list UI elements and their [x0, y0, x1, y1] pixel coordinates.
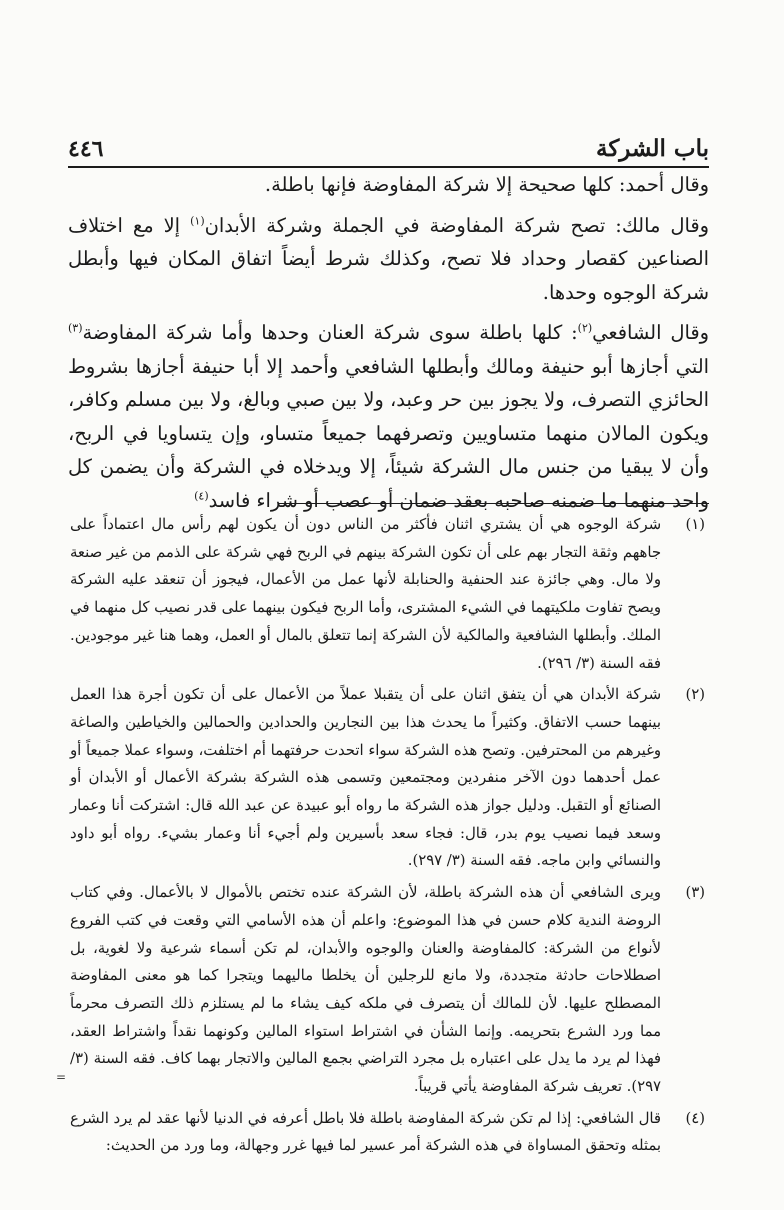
footnote-text: ويرى الشافعي أن هذه الشركة باطلة، لأن الشركة عنده تختص بالأموال لا بالأعمال. وفي كتاب الروضة الندية كلام حسن في هذا الموضوع: واعلم أن هذه الأسامي التي وقعت في كتب الفروع لأنواع من الشركة: كالمفاوضة والعنان والوجوه والأبدان، لم تكن أسماء شرعية ولا لغوية، بل اصطلاحات حادثة متجددة، ولا مانع للرجلين أن يخلطا ماليهما ويتجرا كما هو معنى المفاوضة المصطلح عليها. لأن للمالك أن يتصرف في ملكه كيف يشاء ما لم يستلزم ذلك التصرف محرماً مما ورد الشرع بتحريمه. وإنما الشأن في اشتراط استواء المالين وكونهما نقداً واشتراط العقد، فهذا لم يرد ما يدل على اعتباره بل مجرد التراضي بجمع المالين والاتجار بهما كاف. فقه السنة (٣/ ٢٩٧). تعريف شركة المفاوضة يأتي قريباً.	[70, 884, 661, 1096]
footnote-number: (١)	[685, 516, 705, 533]
footnote-ref-2[interactable]: (٢)	[577, 321, 593, 335]
footnote-number: (٣)	[685, 884, 705, 902]
footnote-3	[70, 879, 709, 1101]
paragraph-2	[68, 209, 709, 310]
footnote-number: (٤)	[685, 1109, 705, 1127]
page-header	[68, 128, 709, 168]
paragraph-1-text: وقال أحمد: كلها صحيحة إلا شركة المفاوضة فإنها باطلة.	[264, 173, 709, 196]
footnote-ref-1[interactable]: (١)	[190, 214, 205, 228]
running-head: باب الشركة	[596, 135, 709, 162]
paragraph-2-text-a: وقال مالك: تصح شركة المفاوضة في الجملة وشركة الأبدان	[204, 213, 710, 237]
footnotes	[70, 511, 709, 1160]
main-text	[68, 168, 709, 517]
paragraph-3-text-a: وقال الشافعي	[592, 321, 709, 344]
paragraph-3	[68, 316, 709, 517]
page-number: ٤٤٦	[68, 136, 104, 162]
paragraph-3-text-c: التي أجازها أبو حنيفة ومالك وأبطلها الشافعي وأحمد إلا أبا حنيفة أجازها بشروط الحائزي التصرف، ولا يجوز بين حر وعبد، ولا بين صبي وبالغ، ولا بين مسلم وكافر، ويكون المالان منهما متساويين وتصرفهما جميعاً متساو، وإن يتساويا في الربح، وأن لا يبقيا من جنس مال الشركة شيئاً، إلا ويدخلاه في الشركة وأن يضمن كل واحد منهما ما ضمنه صاحبه بعقد ضمان أو عصب أو شراء فاسد	[68, 354, 709, 512]
continuation-mark: =	[56, 1070, 67, 1084]
paragraph-2-text-b: إلا مع اختلاف الصناعين كقصار وحداد فلا تصح، وكذلك شرط أيضاً اتفاق المكان فيها وأبطل شركة الوجوه وحدها.	[68, 213, 709, 304]
footnote-text: شركة الوجوه هي أن يشتري اثنان فأكثر من الناس دون أن يكون لهم رأس مال اعتماداً على جاههم وثقة التجار بهم على أن تكون الشركة بينهم في الربح فهي شركة على الذمم من غير صنعة ولا مال. وهي جائزة عند الحنفية والحنابلة لأنها عمل من الأعمال، فيجوز أن تنعقد عليه الشركة ويصح تفاوت ملكيتهما في الشيء المشترى، وأما الربح فيكون بينهما على قدر نصيب كل منهما في الملك. وأبطلها الشافعية والمالكية لأن الشركة إنما تتعلق بالمال أو العمل، وهما هنا غير موجودين. فقه السنة (٣/ ٢٩٦).	[70, 516, 661, 672]
footnote-2	[70, 681, 709, 875]
footnote-number: (٢)	[685, 686, 705, 704]
footnote-text: قال الشافعي: إذا لم تكن شركة المفاوضة باطلة فلا باطل أعرفه في الدنيا لأنها عقد لم يرد الشرع بمثله وتحقق المساواة في هذه الشركة أمر عسير لما فيها غرر وجهالة، وما ورد من الحديث:	[70, 1109, 661, 1155]
footnote-text: شركة الأبدان هي أن يتفق اثنان على أن يتقبلا عملاً من الأعمال على أن تكون أجرة هذا العمل بينهما حسب الاتفاق. وكثيراً ما يحدث هذا بين النجارين والحدادين والحمالين والخياطين والصاغة وغيرهم من المحترفين. وتصح هذه الشركة سواء اتحدت حرفتهما أم اختلفت، وسواء عملا جميعاً أو عمل أحدهما دون الآخر منفردين ومجتمعين وتسمى هذه الشركة بشركة الأعمال أو الأبدان أو الصنائع أو التقبل. ودليل جواز هذه الشركة ما رواه أبو عبيدة عن عبد الله قال: اشتركت أنا وعمار وسعد فيما نصيب يوم بدر، قال: فجاء سعد بأسيرين ولم أجيء أنا وعمار بشيء. رواه أبو داود والنسائي وابن ماجه. فقه السنة (٣/ ٢٩٧).	[70, 686, 661, 870]
footnote-ref-4[interactable]: (٤)	[194, 489, 209, 503]
footnote-divider	[279, 503, 709, 504]
footnote-1	[70, 511, 709, 677]
paragraph-3-text-b: : كلها باطلة سوى شركة العنان وحدها وأما شركة المفاوضة	[82, 321, 578, 344]
footnote-4	[70, 1105, 709, 1160]
footnote-ref-3[interactable]: (٣)	[68, 321, 83, 335]
paragraph-1	[68, 168, 709, 202]
